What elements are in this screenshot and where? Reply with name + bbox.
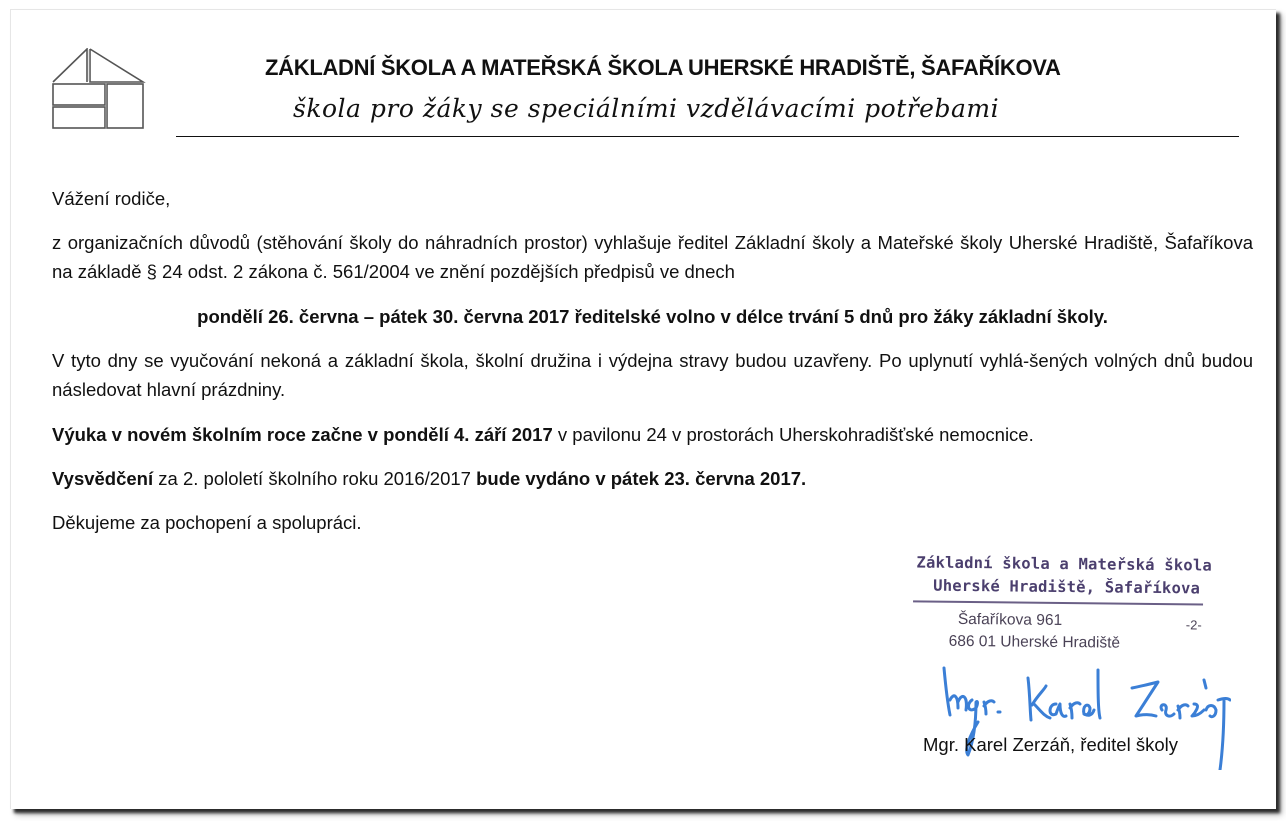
stamp-city: 686 01 Uherské Hradiště [948,632,1121,652]
report-card-paragraph [52,464,1253,493]
stamp-street: Šafaříkova 961 [957,610,1063,629]
signer-name: Mgr. Karel Zerzáň, ředitel školy [923,734,1178,755]
school-year-start-date: Výuka v novém školním roce začne v pondělí 4. září 2017 [52,424,553,445]
greeting: Vážení rodiče, [52,188,171,209]
header-divider [176,136,1239,137]
report-card-label: Vysvědčení [52,468,154,489]
stamp-school-name: Základní škola a Mateřská škola [916,553,1213,575]
thanks-line: Děkujeme za pochopení a spolupráci. [52,512,362,533]
letter-page [10,9,1276,809]
school-logo-icon [52,48,146,130]
intro-paragraph: z organizačních důvodů (stěhování školy do náhradních prostor) vyhlašuje ředitel Základní školy a Mateřské školy Uherské Hradiště, Šafaříkova na základě § 24 odst. 2 zákona č. 561/2004 ve znění pozdějších předpisů ve dnech [52,232,1253,282]
school-year-start-paragraph [52,420,1253,449]
school-subtitle: škola pro žáky se speciálními vzdělávacími potřebami [293,94,1000,123]
school-stamp [912,548,1213,666]
stamp-divider [913,600,1203,605]
report-card-date: bude vydáno v pátek 23. června 2017. [476,468,807,489]
stamp-school-location: Uherské Hradiště, Šafaříkova [933,576,1201,598]
closure-paragraph: V tyto dny se vyučování nekoná a základní škola, školní družina i výdejna stravy budou uzavřeny. Po uplynutí vyhlá-šených volných dnů budou následovat hlavní prázdniny. [52,350,1253,400]
day-off-announcement: pondělí 26. června – pátek 30. června 2017 ředitelské volno v délce trvání 5 dnů pro žáky základní školy. [197,306,1108,327]
stamp-code: -2- [1185,617,1202,633]
school-year-start-location: v pavilonu 24 v prostorách Uherskohradišťské nemocnice. [552,424,1034,445]
school-name-heading: ZÁKLADNÍ ŠKOLA A MATEŘSKÁ ŠKOLA UHERSKÉ HRADIŠTĚ, ŠAFAŘÍKOVA [265,55,1061,80]
report-card-term: za 2. pololetí školního roku 2016/2017 [153,468,477,489]
